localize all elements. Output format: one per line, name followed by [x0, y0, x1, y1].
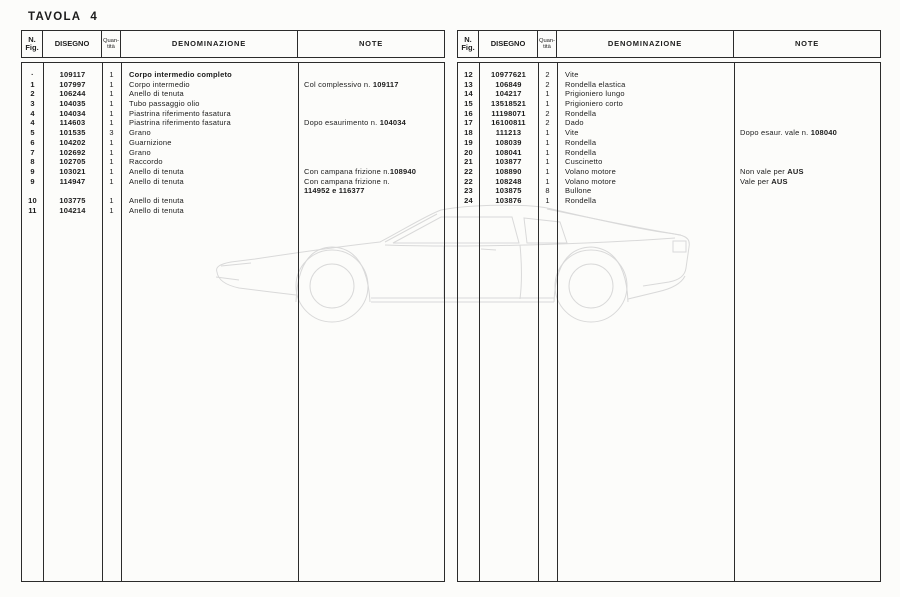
disegno-number: 103021: [59, 166, 86, 176]
note-bold-text: 108040: [810, 128, 837, 138]
table-row: [22, 70, 444, 80]
fig-number: 4: [30, 108, 35, 118]
disegno-number: 108039: [495, 137, 522, 147]
disegno-number: 16100811: [491, 118, 526, 128]
quantity: 1: [545, 99, 550, 109]
disegno-number: 104035: [59, 99, 86, 109]
quantity: 1: [545, 89, 550, 99]
disegno-number: 104034: [59, 108, 86, 118]
note: [298, 186, 444, 196]
note-text: Vale per: [740, 176, 772, 186]
fig-number: 13: [464, 79, 473, 89]
disegno-number: 103876: [495, 195, 522, 205]
header-fig: N. Fig.: [22, 31, 43, 57]
table-number: 4: [90, 11, 99, 23]
denominazione: Cuscinetto: [565, 157, 603, 167]
quantity: 1: [109, 176, 114, 186]
disegno-number: 106849: [495, 79, 522, 89]
denominazione: Vite: [565, 70, 579, 79]
table-row: [22, 186, 444, 196]
table-row: [458, 109, 880, 119]
quantity: 3: [109, 128, 114, 138]
quantity: 1: [545, 157, 550, 167]
table-row: [458, 89, 880, 99]
denominazione: Volano motore: [565, 176, 616, 186]
disegno-number: 108890: [495, 166, 522, 176]
note-bold-text: AUS: [771, 176, 788, 186]
table-row: [22, 167, 444, 177]
table-row: [458, 167, 880, 177]
quantity: 1: [109, 89, 114, 99]
quantity: 1: [545, 195, 550, 205]
quantity: 1: [545, 176, 550, 186]
fig-number: 9: [30, 176, 35, 186]
denominazione: Dado: [565, 118, 584, 128]
fig-number: 11: [28, 205, 37, 215]
table-row: [22, 89, 444, 99]
disegno-number: 104214: [59, 205, 86, 215]
quantity: 1: [109, 166, 114, 176]
quantity: 1: [109, 99, 114, 109]
quantity: 2: [545, 70, 550, 79]
fig-number: 21: [464, 157, 473, 167]
table-body: [21, 62, 445, 582]
denominazione: Prigioniero lungo: [565, 89, 625, 99]
denominazione: Guarnizione: [129, 137, 172, 147]
table-row: [22, 138, 444, 148]
quantity: 1: [109, 70, 114, 79]
denominazione: Grano: [129, 128, 151, 138]
quantity: 1: [545, 137, 550, 147]
denominazione: Rondella: [565, 108, 597, 118]
quantity: 2: [545, 108, 550, 118]
denominazione: Rondella elastica: [565, 79, 626, 89]
note: [734, 167, 880, 177]
page-title-text: TAVOLA: [28, 11, 82, 23]
fig-number: 8: [30, 157, 35, 167]
header-quantita: Quan- tità: [538, 31, 557, 57]
table-row: [22, 80, 444, 90]
disegno-number: 103775: [59, 195, 86, 205]
table-row: [458, 148, 880, 158]
fig-number: 4: [30, 118, 35, 128]
quantity: 1: [109, 108, 114, 118]
note: [734, 128, 880, 138]
fig-number: 6: [30, 137, 35, 147]
header-note: NOTE: [358, 38, 384, 48]
header-note: NOTE: [794, 38, 820, 48]
fig-number: 5: [30, 128, 35, 138]
column-divider: [298, 63, 299, 581]
header-quantita: Quan- tità: [102, 31, 121, 57]
note: [298, 118, 444, 128]
column-divider: [479, 63, 480, 581]
denominazione: Grano: [129, 147, 151, 157]
fig-number: 2: [30, 89, 35, 99]
table-row: [22, 157, 444, 167]
denominazione: Anello di tenuta: [129, 176, 184, 186]
disegno-number: 13518521: [491, 99, 526, 109]
table-row: [22, 196, 444, 206]
fig-number: 12: [464, 70, 473, 79]
note-text: Dopo esaur. vale n.: [740, 128, 811, 138]
denominazione: Anello di tenuta: [129, 89, 184, 99]
quantity: 1: [109, 157, 114, 167]
column-divider: [538, 63, 539, 581]
fig-number: 15: [464, 99, 473, 109]
denominazione: Volano motore: [565, 166, 616, 176]
fig-number: 22: [464, 176, 473, 186]
disegno-number: 11198071: [491, 108, 526, 118]
table-row: [458, 186, 880, 196]
quantity: 1: [109, 118, 114, 128]
note-text: Non vale per: [740, 166, 788, 176]
note-bold-text: 108940: [389, 166, 417, 176]
disegno-number: 114603: [59, 118, 86, 128]
disegno-number: 103877: [495, 157, 522, 167]
disegno-number: 102705: [59, 157, 86, 167]
table-row: [22, 148, 444, 158]
disegno-number: 104217: [495, 89, 522, 99]
fig-number: 3: [30, 99, 35, 109]
table-row: [458, 177, 880, 187]
disegno-number: 107997: [59, 79, 86, 89]
fig-number: 7: [30, 147, 35, 157]
note: [734, 177, 880, 187]
note: [298, 167, 444, 177]
table-row: [458, 70, 880, 80]
column-divider: [121, 63, 122, 581]
disegno-number: 10977621: [491, 70, 526, 79]
note-bold-text: 114952 e 116377: [304, 186, 365, 196]
quantity: 1: [545, 147, 550, 157]
table-row: [22, 177, 444, 187]
note-text: Col complessivo n.: [304, 79, 373, 89]
parts-table-left: [21, 30, 445, 582]
note-bold-text: 104034: [379, 118, 406, 128]
quantity: 2: [545, 79, 550, 89]
fig-number: 14: [464, 89, 473, 99]
table-row: [22, 206, 444, 216]
note-text: Con campana frizione n.: [304, 166, 390, 176]
header-disegno: DISEGNO: [43, 31, 102, 57]
quantity: 2: [545, 118, 550, 128]
disegno-number: 102692: [59, 147, 86, 157]
table-row: [22, 99, 444, 109]
quantity: 1: [109, 147, 114, 157]
fig-number: 23: [464, 186, 473, 196]
quantity: 1: [545, 128, 550, 138]
table-row: [458, 118, 880, 128]
denominazione: Rondella: [565, 147, 597, 157]
column-divider: [734, 63, 735, 581]
denominazione: Anello di tenuta: [129, 205, 184, 215]
fig-number: 22: [464, 166, 473, 176]
disegno-number: 108041: [495, 147, 522, 157]
denominazione: Anello di tenuta: [129, 195, 184, 205]
quantity: 8: [545, 186, 550, 196]
denominazione: Corpo intermedio completo: [129, 70, 232, 79]
fig-number: 18: [464, 128, 473, 138]
quantity: 1: [109, 137, 114, 147]
table-body: [457, 62, 881, 582]
table-row: [22, 128, 444, 138]
table-row: [22, 109, 444, 119]
note: [298, 177, 444, 187]
table-row: [458, 99, 880, 109]
denominazione: Rondella: [565, 137, 597, 147]
header-denominazione: DENOMINAZIONE: [557, 31, 734, 57]
table-header: [457, 30, 881, 58]
fig-number: 10: [28, 195, 37, 205]
note-text: Dopo esaurimento n.: [304, 118, 380, 128]
note-bold-text: 109117: [372, 79, 399, 89]
quantity: 1: [109, 79, 114, 89]
fig-number: 9: [30, 166, 35, 176]
fig-number: 20: [464, 147, 473, 157]
note: [298, 80, 444, 90]
denominazione: Piastrina riferimento fasatura: [129, 108, 231, 118]
header-disegno: DISEGNO: [479, 31, 538, 57]
denominazione: Tubo passaggio olio: [129, 99, 200, 109]
parts-table-right: [457, 30, 881, 582]
disegno-number: 111213: [495, 128, 522, 138]
table-row: [458, 128, 880, 138]
fig-number: 16: [464, 108, 473, 118]
denominazione: Vite: [565, 128, 579, 138]
fig-number: 19: [464, 137, 473, 147]
column-divider: [43, 63, 44, 581]
disegno-number: 114947: [59, 176, 86, 186]
note-text: Con campana frizione n.: [304, 176, 390, 186]
denominazione: Bullone: [565, 186, 592, 196]
table-row: [458, 138, 880, 148]
denominazione: Corpo intermedio: [129, 79, 190, 89]
quantity: 1: [545, 166, 550, 176]
fig-number: 1: [30, 79, 35, 89]
fig-number: ·: [31, 70, 34, 79]
table-row: [458, 196, 880, 206]
table-row: [458, 80, 880, 90]
disegno-number: 109117: [59, 70, 86, 79]
table-row: [22, 118, 444, 128]
denominazione: Raccordo: [129, 157, 163, 167]
fig-number: 24: [464, 195, 473, 205]
column-divider: [102, 63, 103, 581]
page-title: [28, 11, 98, 23]
header-denominazione: DENOMINAZIONE: [121, 31, 298, 57]
table-row: [458, 157, 880, 167]
disegno-number: 108248: [495, 176, 522, 186]
denominazione: Prigioniero corto: [565, 99, 624, 109]
note-bold-text: AUS: [787, 166, 804, 176]
denominazione: Piastrina riferimento fasatura: [129, 118, 231, 128]
disegno-number: 104202: [59, 137, 86, 147]
column-divider: [557, 63, 558, 581]
quantity: 1: [109, 195, 114, 205]
disegno-number: 101535: [59, 128, 86, 138]
header-fig: N. Fig.: [458, 31, 479, 57]
denominazione: Anello di tenuta: [129, 166, 184, 176]
quantity: 1: [109, 205, 114, 215]
disegno-number: 106244: [59, 89, 86, 99]
table-header: [21, 30, 445, 58]
fig-number: 17: [464, 118, 473, 128]
denominazione: Rondella: [565, 195, 597, 205]
disegno-number: 103875: [495, 186, 522, 196]
